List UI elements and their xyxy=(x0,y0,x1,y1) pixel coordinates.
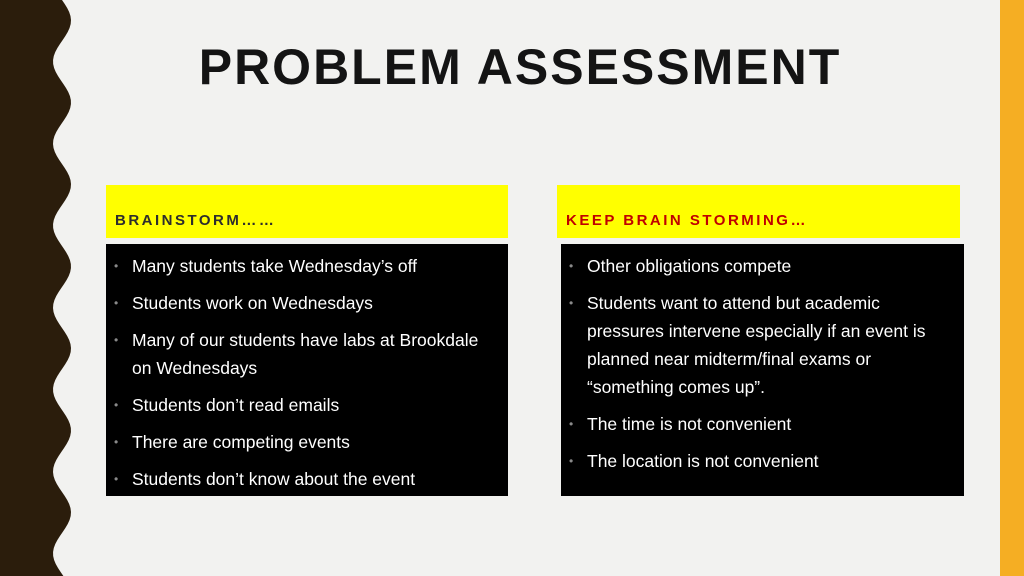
slide-title: PROBLEM ASSESSMENT xyxy=(198,39,842,95)
list-item-text: There are competing events xyxy=(132,432,350,452)
brainstorm-header: BRAINSTORM…… xyxy=(106,185,508,238)
bullet-icon: • xyxy=(114,398,119,412)
list-item-text: The location is not convenient xyxy=(587,451,819,471)
bullet-icon: • xyxy=(114,296,119,310)
list-item xyxy=(114,252,496,280)
bullet-icon: • xyxy=(569,259,574,273)
list-item-text: Many of our students have labs at Brookdale on Wednesdays xyxy=(132,330,479,378)
list-item xyxy=(114,465,496,493)
bullet-icon: • xyxy=(114,259,119,273)
keep-brainstorming-list xyxy=(569,252,952,475)
list-item-text: Students work on Wednesdays xyxy=(132,293,373,313)
bullet-icon: • xyxy=(114,333,119,347)
list-item-text: Students don’t know about the event xyxy=(132,469,416,489)
list-item xyxy=(569,447,952,475)
list-item xyxy=(114,326,496,382)
list-item xyxy=(114,391,496,419)
list-item xyxy=(569,289,952,401)
list-item xyxy=(114,289,496,317)
bullet-icon: • xyxy=(114,472,119,486)
bullet-icon: • xyxy=(114,435,119,449)
bullet-icon: • xyxy=(569,296,574,310)
list-item-text: Students want to attend but academic pressures intervene especially if an event is planned near midterm/final exams or “something comes up”. xyxy=(587,293,926,397)
keep-brainstorming-panel xyxy=(561,244,964,496)
brainstorm-list xyxy=(114,252,496,493)
list-item-text: Other obligations compete xyxy=(587,256,792,276)
keep-brainstorming-header: KEEP BRAIN STORMING… xyxy=(557,185,960,238)
list-item-text: The time is not convenient xyxy=(587,414,792,434)
list-item-text: Students don’t read emails xyxy=(132,395,340,415)
bullet-icon: • xyxy=(569,417,574,431)
list-item-text: Many students take Wednesday’s off xyxy=(132,256,418,276)
list-item xyxy=(569,252,952,280)
list-item xyxy=(569,410,952,438)
bullet-icon: • xyxy=(569,454,574,468)
brainstorm-panel xyxy=(106,244,508,496)
accent-bar-right xyxy=(1000,0,1024,576)
list-item xyxy=(114,428,496,456)
